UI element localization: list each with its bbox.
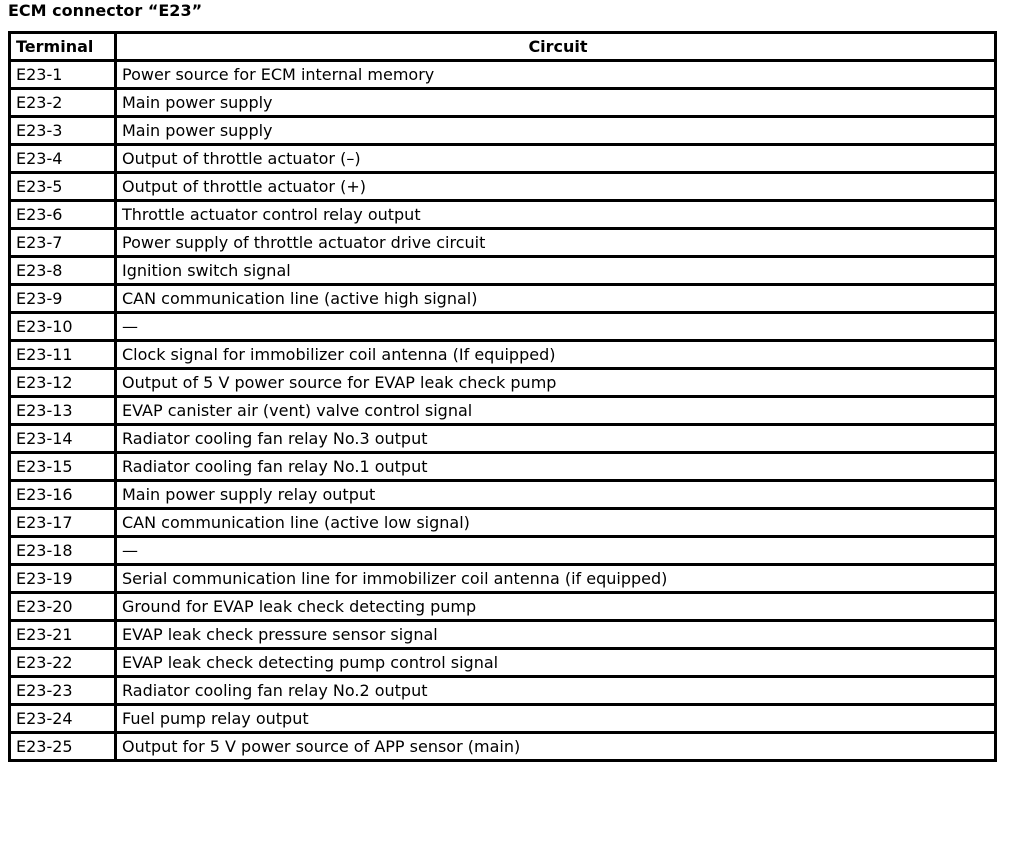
terminal-cell: E23-13	[10, 397, 116, 425]
table-row	[10, 257, 996, 285]
terminal-cell: E23-14	[10, 425, 116, 453]
table-row	[10, 649, 996, 677]
circuit-cell: Radiator cooling fan relay No.3 output	[116, 425, 996, 453]
table-row	[10, 89, 996, 117]
terminal-cell: E23-25	[10, 733, 116, 761]
terminal-cell: E23-7	[10, 229, 116, 257]
terminal-cell: E23-8	[10, 257, 116, 285]
circuit-cell: EVAP canister air (vent) valve control signal	[116, 397, 996, 425]
circuit-cell: Output for 5 V power source of APP sensor (main)	[116, 733, 996, 761]
header-terminal: Terminal	[10, 33, 116, 61]
table-row	[10, 201, 996, 229]
terminal-cell: E23-22	[10, 649, 116, 677]
terminal-cell: E23-24	[10, 705, 116, 733]
circuit-cell: CAN communication line (active high signal)	[116, 285, 996, 313]
table-row	[10, 733, 996, 761]
circuit-cell: —	[116, 313, 996, 341]
table-row	[10, 369, 996, 397]
terminal-cell: E23-10	[10, 313, 116, 341]
table-row	[10, 565, 996, 593]
table-row	[10, 509, 996, 537]
circuit-cell: Output of throttle actuator (+)	[116, 173, 996, 201]
circuit-cell: Serial communication line for immobilizer coil antenna (if equipped)	[116, 565, 996, 593]
table-row	[10, 453, 996, 481]
table-row	[10, 341, 996, 369]
table-row	[10, 145, 996, 173]
circuit-cell: Ignition switch signal	[116, 257, 996, 285]
terminal-cell: E23-16	[10, 481, 116, 509]
circuit-cell: Output of 5 V power source for EVAP leak check pump	[116, 369, 996, 397]
terminal-cell: E23-18	[10, 537, 116, 565]
header-circuit: Circuit	[116, 33, 996, 61]
table-row	[10, 705, 996, 733]
circuit-cell: Clock signal for immobilizer coil antenna (If equipped)	[116, 341, 996, 369]
circuit-cell: Output of throttle actuator (–)	[116, 145, 996, 173]
circuit-cell: Power source for ECM internal memory	[116, 61, 996, 89]
table-row	[10, 621, 996, 649]
table-row	[10, 481, 996, 509]
circuit-cell: Main power supply	[116, 89, 996, 117]
circuit-cell: Fuel pump relay output	[116, 705, 996, 733]
circuit-cell: Radiator cooling fan relay No.2 output	[116, 677, 996, 705]
table-header-row	[10, 33, 996, 61]
connector-table	[8, 31, 997, 762]
table-row	[10, 537, 996, 565]
circuit-cell: —	[116, 537, 996, 565]
table-row	[10, 61, 996, 89]
table-row	[10, 173, 996, 201]
terminal-cell: E23-21	[10, 621, 116, 649]
terminal-cell: E23-19	[10, 565, 116, 593]
terminal-cell: E23-15	[10, 453, 116, 481]
terminal-cell: E23-1	[10, 61, 116, 89]
table-row	[10, 117, 996, 145]
circuit-cell: EVAP leak check detecting pump control signal	[116, 649, 996, 677]
terminal-cell: E23-4	[10, 145, 116, 173]
circuit-cell: Radiator cooling fan relay No.1 output	[116, 453, 996, 481]
circuit-cell: CAN communication line (active low signal)	[116, 509, 996, 537]
terminal-cell: E23-9	[10, 285, 116, 313]
circuit-cell: Ground for EVAP leak check detecting pump	[116, 593, 996, 621]
circuit-cell: Main power supply	[116, 117, 996, 145]
terminal-cell: E23-20	[10, 593, 116, 621]
circuit-cell: EVAP leak check pressure sensor signal	[116, 621, 996, 649]
terminal-cell: E23-2	[10, 89, 116, 117]
table-row	[10, 425, 996, 453]
terminal-cell: E23-23	[10, 677, 116, 705]
terminal-cell: E23-17	[10, 509, 116, 537]
terminal-cell: E23-12	[10, 369, 116, 397]
terminal-cell: E23-11	[10, 341, 116, 369]
table-row	[10, 397, 996, 425]
table-row	[10, 285, 996, 313]
table-row	[10, 593, 996, 621]
terminal-cell: E23-6	[10, 201, 116, 229]
terminal-cell: E23-5	[10, 173, 116, 201]
page-title: ECM connector “E23”	[8, 1, 203, 20]
table-row	[10, 229, 996, 257]
circuit-cell: Power supply of throttle actuator drive circuit	[116, 229, 996, 257]
table-row	[10, 677, 996, 705]
circuit-cell: Main power supply relay output	[116, 481, 996, 509]
terminal-cell: E23-3	[10, 117, 116, 145]
circuit-cell: Throttle actuator control relay output	[116, 201, 996, 229]
table-row	[10, 313, 996, 341]
